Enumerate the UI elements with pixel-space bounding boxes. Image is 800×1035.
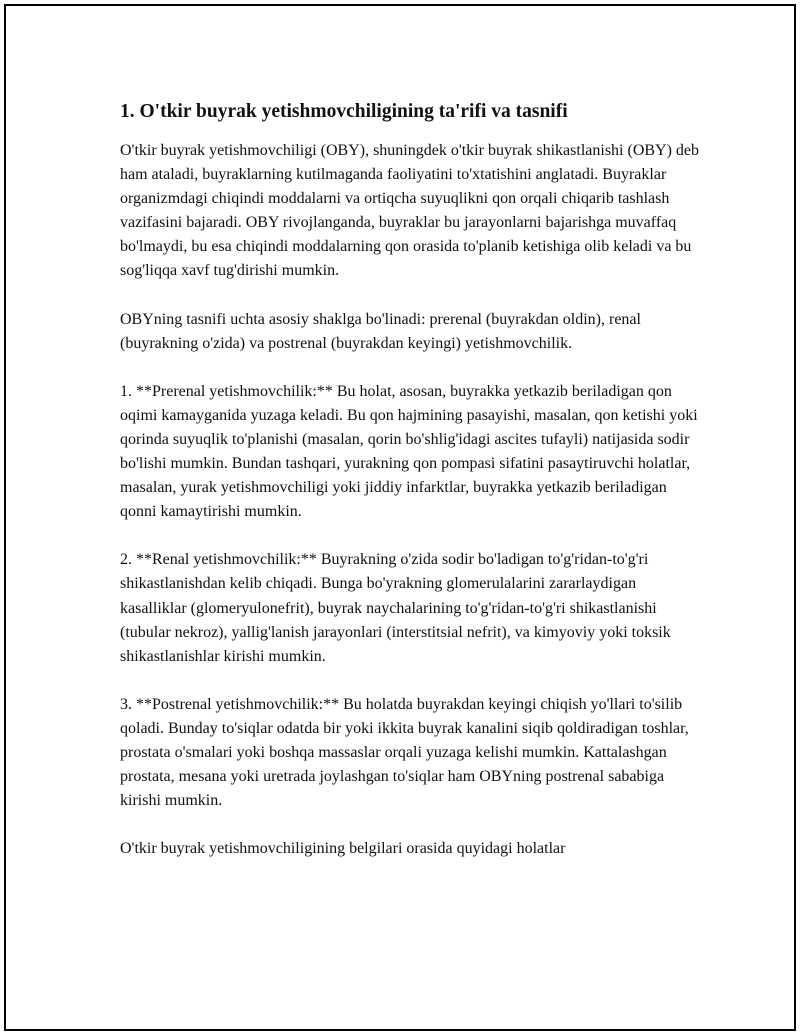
paragraph-classification: OBYning tasnifi uchta asosiy shaklga bo'linadi: prerenal (buyrakdan oldin), renal (buyrakning o'zida) va postrenal (buyrakdan keyingi) yetishmovchilik. bbox=[120, 310, 641, 352]
document-title: 1. O'tkir buyrak yetishmovchiligining ta'rifi va tasnifi bbox=[120, 101, 568, 122]
paragraph-postrenal: 3. **Postrenal yetishmovchilik:** Bu holatda buyrakdan keyingi chiqish yo'llari to'silib qoladi. Bunday to'siqlar odatda bir yoki ikkita buyrak kanalini siqib qoldiradigan toshlar, prostata o'smalari yoki boshqa massaslar orqali yuzaga kelishi mumkin. Kattalashgan prostata, mesana yoki uretrada joylashgan to'siqlar ham OBYning postrenal sababiga kirishi mumkin. bbox=[120, 695, 689, 810]
paragraph-renal: 2. **Renal yetishmovchilik:** Buyrakning o'zida sodir bo'ladigan to'g'ridan-to'g'ri shikastlanishdan kelib chiqadi. Bunga bo'yrakning glomerulalarini zararlaydigan kasalliklar (glomeryulonefrit), buyrak naychalarining to'g'ridan-to'g'ri shikastlanishi (tubular nekroz), yallig'lanish jarayonlari (interstitsial nefrit), va kimyoviy yoki toksik shikastlanishlar kirishi mumkin. bbox=[120, 551, 671, 665]
document-page bbox=[4, 4, 796, 1031]
paragraph-symptoms-intro: O'tkir buyrak yetishmovchiligining belgilari orasida quyidagi holatlar bbox=[120, 840, 566, 858]
paragraph-definition: O'tkir buyrak yetishmovchiligi (OBY), shuningdek o'tkir buyrak shikastlanishi (OBY) deb ham ataladi, buyraklarning kutilmaganda faoliyatini to'xtatishini anglatadi. Buyraklar organizmdagi chiqindi moddalarni va ortiqcha suyuqlikni qon orqali chiqarib tashlash vazifasini bajaradi. OBY rivojlanganda, buyraklar bu jarayonlarni bajarishga muvaffaq bo'lmaydi, bu esa chiqindi moddalarning qon orasida to'planib ketishiga olib keladi va bu sog'liqqa xavf tug'dirishi mumkin. bbox=[120, 142, 700, 280]
paragraph-prerenal: 1. **Prerenal yetishmovchilik:** Bu holat, asosan, buyrakka yetkazib beriladigan qon oqimi kamayganida yuzaga keladi. Bu qon hajmining pasayishi, masalan, qon ketishi yoki qorinda suyuqlik to'planishi (masalan, qorin bo'shlig'idagi ascites tufayli) natijasida sodir bo'lishi mumkin. Bundan tashqari, yurakning qon pompasi sifatini pasaytiruvchi holatlar, masalan, yurak yetishmovchiligi yoki jiddiy infarktlar, buyrakka yetkazib beriladigan qonni kamaytirishi mumkin. bbox=[120, 382, 698, 521]
document-body bbox=[120, 98, 700, 885]
